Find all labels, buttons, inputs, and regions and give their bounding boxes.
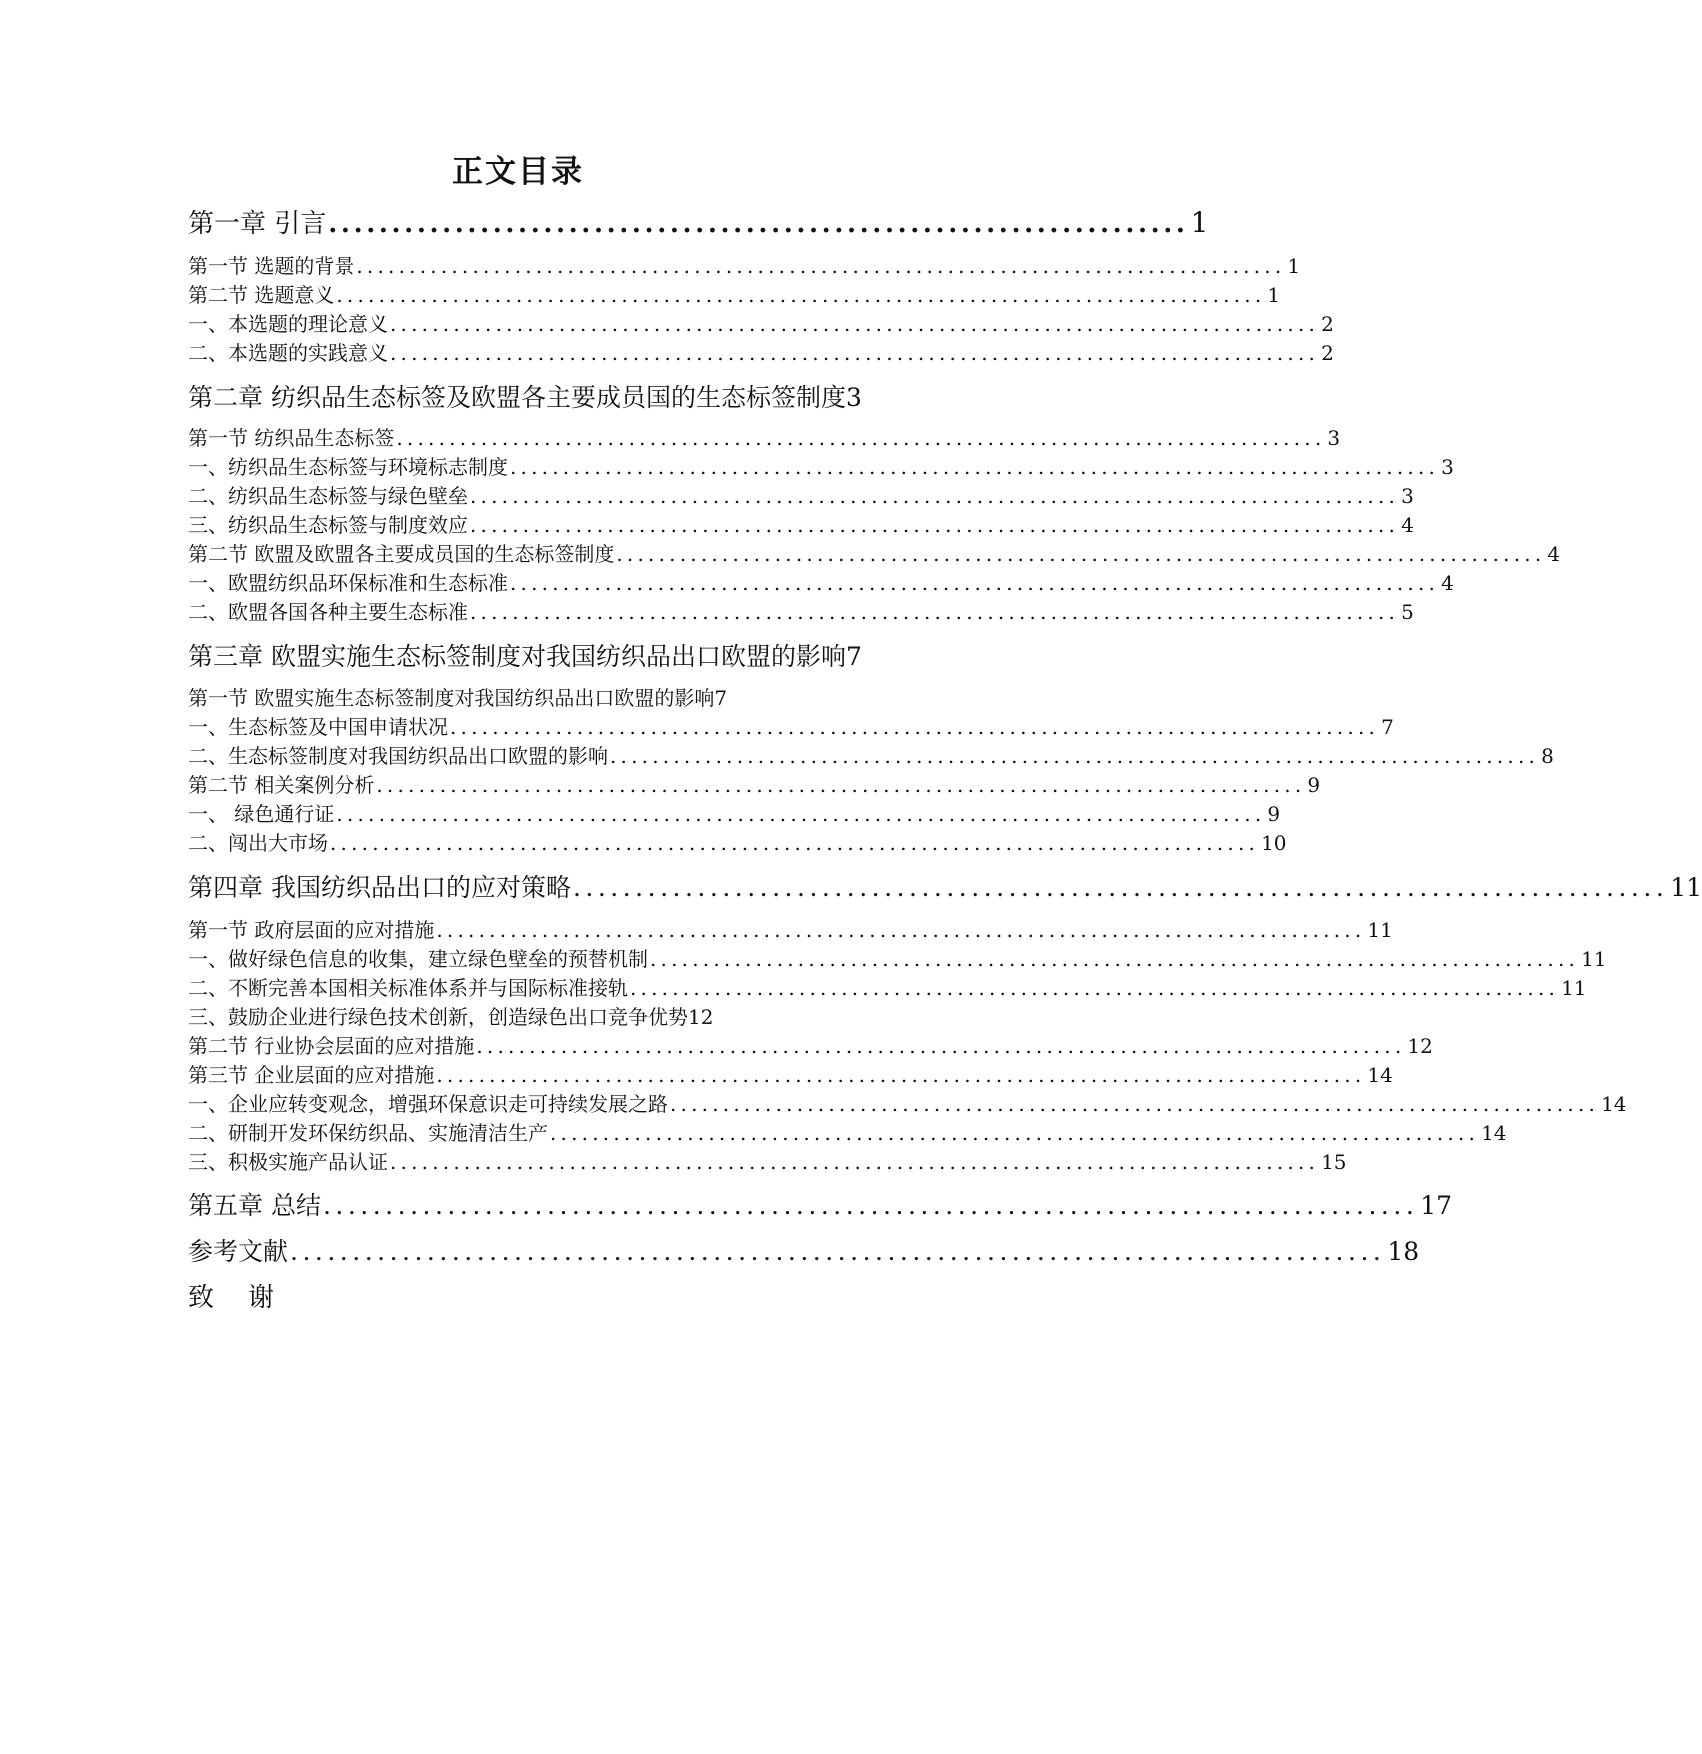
dot-leader: ........................................................................................ bbox=[330, 831, 1260, 855]
toc-subsection[interactable] bbox=[188, 742, 1554, 770]
dot-leader: ........................................................................................ bbox=[390, 1150, 1320, 1174]
toc-page-number: 11 bbox=[1561, 976, 1587, 1000]
toc-label-ack-first: 致 bbox=[188, 1283, 215, 1313]
toc-label: 第一节 欧盟实施生态标签制度对我国纺织品出口欧盟的影响 bbox=[188, 686, 715, 710]
toc-section[interactable] bbox=[188, 916, 1393, 944]
dot-leader: ........................................................................................ bbox=[356, 254, 1286, 278]
toc-subsection[interactable] bbox=[188, 1003, 840, 1031]
toc-page-number: 3 bbox=[1401, 484, 1414, 508]
toc-label: 二、欧盟各国各种主要生态标准 bbox=[188, 600, 468, 624]
dot-leader: ........................................................................................ bbox=[550, 1121, 1480, 1145]
toc-page-number: 14 bbox=[1481, 1121, 1507, 1145]
toc-page-number: 18 bbox=[1387, 1237, 1420, 1266]
toc-page-number: 17 bbox=[1420, 1191, 1453, 1220]
toc-chapter-5[interactable] bbox=[188, 1189, 1453, 1223]
dot-leader: ........................................................................................ bbox=[630, 976, 1560, 1000]
toc-page-number: 2 bbox=[1321, 341, 1334, 365]
dot-leader: ........................................................................................ bbox=[336, 283, 1266, 307]
toc-section[interactable] bbox=[188, 281, 1281, 309]
toc-label: 一、企业应转变观念，增强环保意识走可持续发展之路 bbox=[188, 1092, 668, 1116]
toc-label: 参考文献 bbox=[188, 1237, 289, 1266]
toc-page-number: 9 bbox=[1267, 802, 1281, 826]
toc-section[interactable] bbox=[188, 252, 1301, 280]
dot-leader: ........................................................................................ bbox=[470, 484, 1400, 508]
toc-subsection[interactable] bbox=[188, 713, 1394, 741]
toc-label: 第五章 总结 bbox=[188, 1191, 321, 1220]
toc-label: 第二节 行业协会层面的应对措施 bbox=[188, 1034, 475, 1058]
toc-subsection[interactable] bbox=[188, 1119, 1507, 1147]
toc-page-number: 3 bbox=[1441, 455, 1454, 479]
toc-page-number: 11 bbox=[1670, 873, 1702, 902]
toc-page-number: 3 bbox=[1327, 426, 1341, 450]
toc-page-number: 14 bbox=[1601, 1092, 1627, 1116]
toc-subsection[interactable] bbox=[188, 800, 1281, 828]
toc-label: 第一节 纺织品生态标签 bbox=[188, 426, 395, 450]
dot-leader: ........................................................................................ bbox=[336, 802, 1266, 826]
toc-label: 一、做好绿色信息的收集，建立绿色壁垒的预替机制 bbox=[188, 947, 648, 971]
toc-section[interactable] bbox=[188, 1032, 1433, 1060]
toc-page-number: 4 bbox=[1401, 513, 1414, 537]
toc-label: 第三章 欧盟实施生态标签制度对我国纺织品出口欧盟的影响 bbox=[188, 642, 846, 671]
toc-chapter-1[interactable] bbox=[188, 205, 1209, 242]
toc-page-number: 1 bbox=[1287, 254, 1301, 278]
dot-leader: .................................................................... bbox=[328, 209, 1189, 239]
dot-leader: ........................................................................................ bbox=[376, 773, 1306, 797]
toc-page-number: 7 bbox=[1381, 715, 1394, 739]
dot-leader: ........................................................................................ bbox=[650, 947, 1580, 971]
toc-label: 第四章 我国纺织品出口的应对策略 bbox=[188, 873, 571, 902]
toc-label: 一、本选题的理论意义 bbox=[188, 312, 388, 336]
toc-page-number: 9 bbox=[1307, 773, 1321, 797]
dot-leader: ........................................................................................ bbox=[670, 1092, 1600, 1116]
toc-page-number: 3 bbox=[845, 383, 862, 412]
toc-section[interactable] bbox=[188, 540, 1561, 568]
toc-page-number: 2 bbox=[1321, 312, 1334, 336]
toc-subsection[interactable] bbox=[188, 945, 1607, 973]
toc-page-number: 5 bbox=[1401, 600, 1414, 624]
toc-acknowledgements[interactable] bbox=[188, 1280, 274, 1316]
toc-label: 二、不断完善本国相关标准体系并与国际标准接轨 bbox=[188, 976, 628, 1000]
toc-label-ack-second: 谢 bbox=[248, 1283, 275, 1313]
dot-leader: ........................................................................................ bbox=[390, 312, 1320, 336]
toc-page-number: 4 bbox=[1441, 571, 1454, 595]
dot-leader: ........................................................................................ bbox=[476, 1034, 1406, 1058]
toc-subsection[interactable] bbox=[188, 1090, 1627, 1118]
toc-subsection[interactable] bbox=[188, 598, 1414, 626]
toc-label: 二、闯出大市场 bbox=[188, 831, 328, 855]
toc-subsection[interactable] bbox=[188, 482, 1414, 510]
toc-references[interactable] bbox=[188, 1235, 1420, 1269]
toc-page-number: 8 bbox=[1541, 744, 1554, 768]
toc-label: 一、生态标签及中国申请状况 bbox=[188, 715, 448, 739]
toc-subsection[interactable] bbox=[188, 339, 1334, 367]
toc-label: 第二节 相关案例分析 bbox=[188, 773, 375, 797]
toc-chapter-4[interactable] bbox=[188, 871, 1702, 905]
toc-section[interactable] bbox=[188, 424, 1341, 452]
dot-leader: ........................................................................................ bbox=[390, 341, 1320, 365]
toc-label: 第一节 政府层面的应对措施 bbox=[188, 918, 435, 942]
toc-page-number: 11 bbox=[1581, 947, 1607, 971]
toc-label: 二、研制开发环保纺织品、实施清洁生产 bbox=[188, 1121, 548, 1145]
toc-page-number: 15 bbox=[1321, 1150, 1347, 1174]
toc-page-number: 1 bbox=[1267, 283, 1281, 307]
dot-leader: ........................................................................................ bbox=[616, 542, 1546, 566]
toc-label: 三、鼓励企业进行绿色技术创新，创造绿色出口竞争优势 bbox=[188, 1005, 688, 1029]
toc-subsection[interactable] bbox=[188, 569, 1454, 597]
toc-label: 三、纺织品生态标签与制度效应 bbox=[188, 513, 468, 537]
toc-subsection[interactable] bbox=[188, 310, 1334, 338]
toc-chapter-2[interactable] bbox=[188, 381, 862, 415]
toc-section[interactable] bbox=[188, 771, 1321, 799]
toc-label: 一、纺织品生态标签与环境标志制度 bbox=[188, 455, 508, 479]
dot-leader: ........................................................................................ bbox=[322, 1191, 1419, 1220]
toc-label: 二、生态标签制度对我国纺织品出口欧盟的影响 bbox=[188, 744, 608, 768]
toc-label: 第一章 引言 bbox=[188, 209, 327, 239]
dot-leader: ........................................................................................ bbox=[450, 715, 1380, 739]
toc-label: 一、欧盟纺织品环保标准和生态标准 bbox=[188, 571, 508, 595]
toc-label: 第一节 选题的背景 bbox=[188, 254, 355, 278]
toc-page-number: 1 bbox=[1190, 206, 1209, 239]
toc-chapter-3[interactable] bbox=[188, 640, 862, 674]
toc-label: 三、积极实施产品认证 bbox=[188, 1150, 388, 1174]
toc-page-number: 10 bbox=[1261, 831, 1287, 855]
toc-subsection[interactable] bbox=[188, 1148, 1347, 1176]
toc-section[interactable] bbox=[188, 1061, 1393, 1089]
dot-leader: ........................................................................................ bbox=[290, 1237, 1386, 1266]
toc-label: 第二节 选题意义 bbox=[188, 283, 335, 307]
toc-label: 一、 绿色通行证 bbox=[188, 802, 335, 826]
dot-leader: ........................................................................................ bbox=[510, 571, 1440, 595]
toc-subsection[interactable] bbox=[188, 974, 1587, 1002]
toc-subsection[interactable] bbox=[188, 511, 1414, 539]
toc-page-number: 12 bbox=[688, 1005, 714, 1029]
dot-leader: ........................................................................................ bbox=[470, 513, 1400, 537]
toc-page-number: 7 bbox=[714, 686, 728, 710]
dot-leader: ........................................................................................ bbox=[436, 918, 1366, 942]
dot-leader: ........................................................................................ bbox=[396, 426, 1326, 450]
page-title: 正文目录 bbox=[452, 154, 584, 190]
toc-label: 二、本选题的实践意义 bbox=[188, 341, 388, 365]
toc-page-number: 4 bbox=[1547, 542, 1561, 566]
toc-subsection[interactable] bbox=[188, 453, 1454, 481]
toc-subsection[interactable] bbox=[188, 829, 1287, 857]
toc-page-number: 12 bbox=[1407, 1034, 1433, 1058]
toc-label: 第二节 欧盟及欧盟各主要成员国的生态标签制度 bbox=[188, 542, 615, 566]
dot-leader: ........................................................................................ bbox=[436, 1063, 1366, 1087]
toc-page-number: 14 bbox=[1367, 1063, 1393, 1087]
toc-page-number: 7 bbox=[845, 642, 862, 671]
dot-leader: ........................................................................................ bbox=[470, 600, 1400, 624]
dot-leader: ........................................................................................ bbox=[572, 873, 1669, 902]
toc-page-number: 11 bbox=[1367, 918, 1393, 942]
toc-label: 二、纺织品生态标签与绿色壁垒 bbox=[188, 484, 468, 508]
dot-leader: ........................................................................................ bbox=[510, 455, 1440, 479]
dot-leader: ........................................................................................ bbox=[610, 744, 1540, 768]
toc-section[interactable] bbox=[188, 684, 840, 712]
toc-label: 第三节 企业层面的应对措施 bbox=[188, 1063, 435, 1087]
toc-label: 第二章 纺织品生态标签及欧盟各主要成员国的生态标签制度 bbox=[188, 383, 846, 412]
